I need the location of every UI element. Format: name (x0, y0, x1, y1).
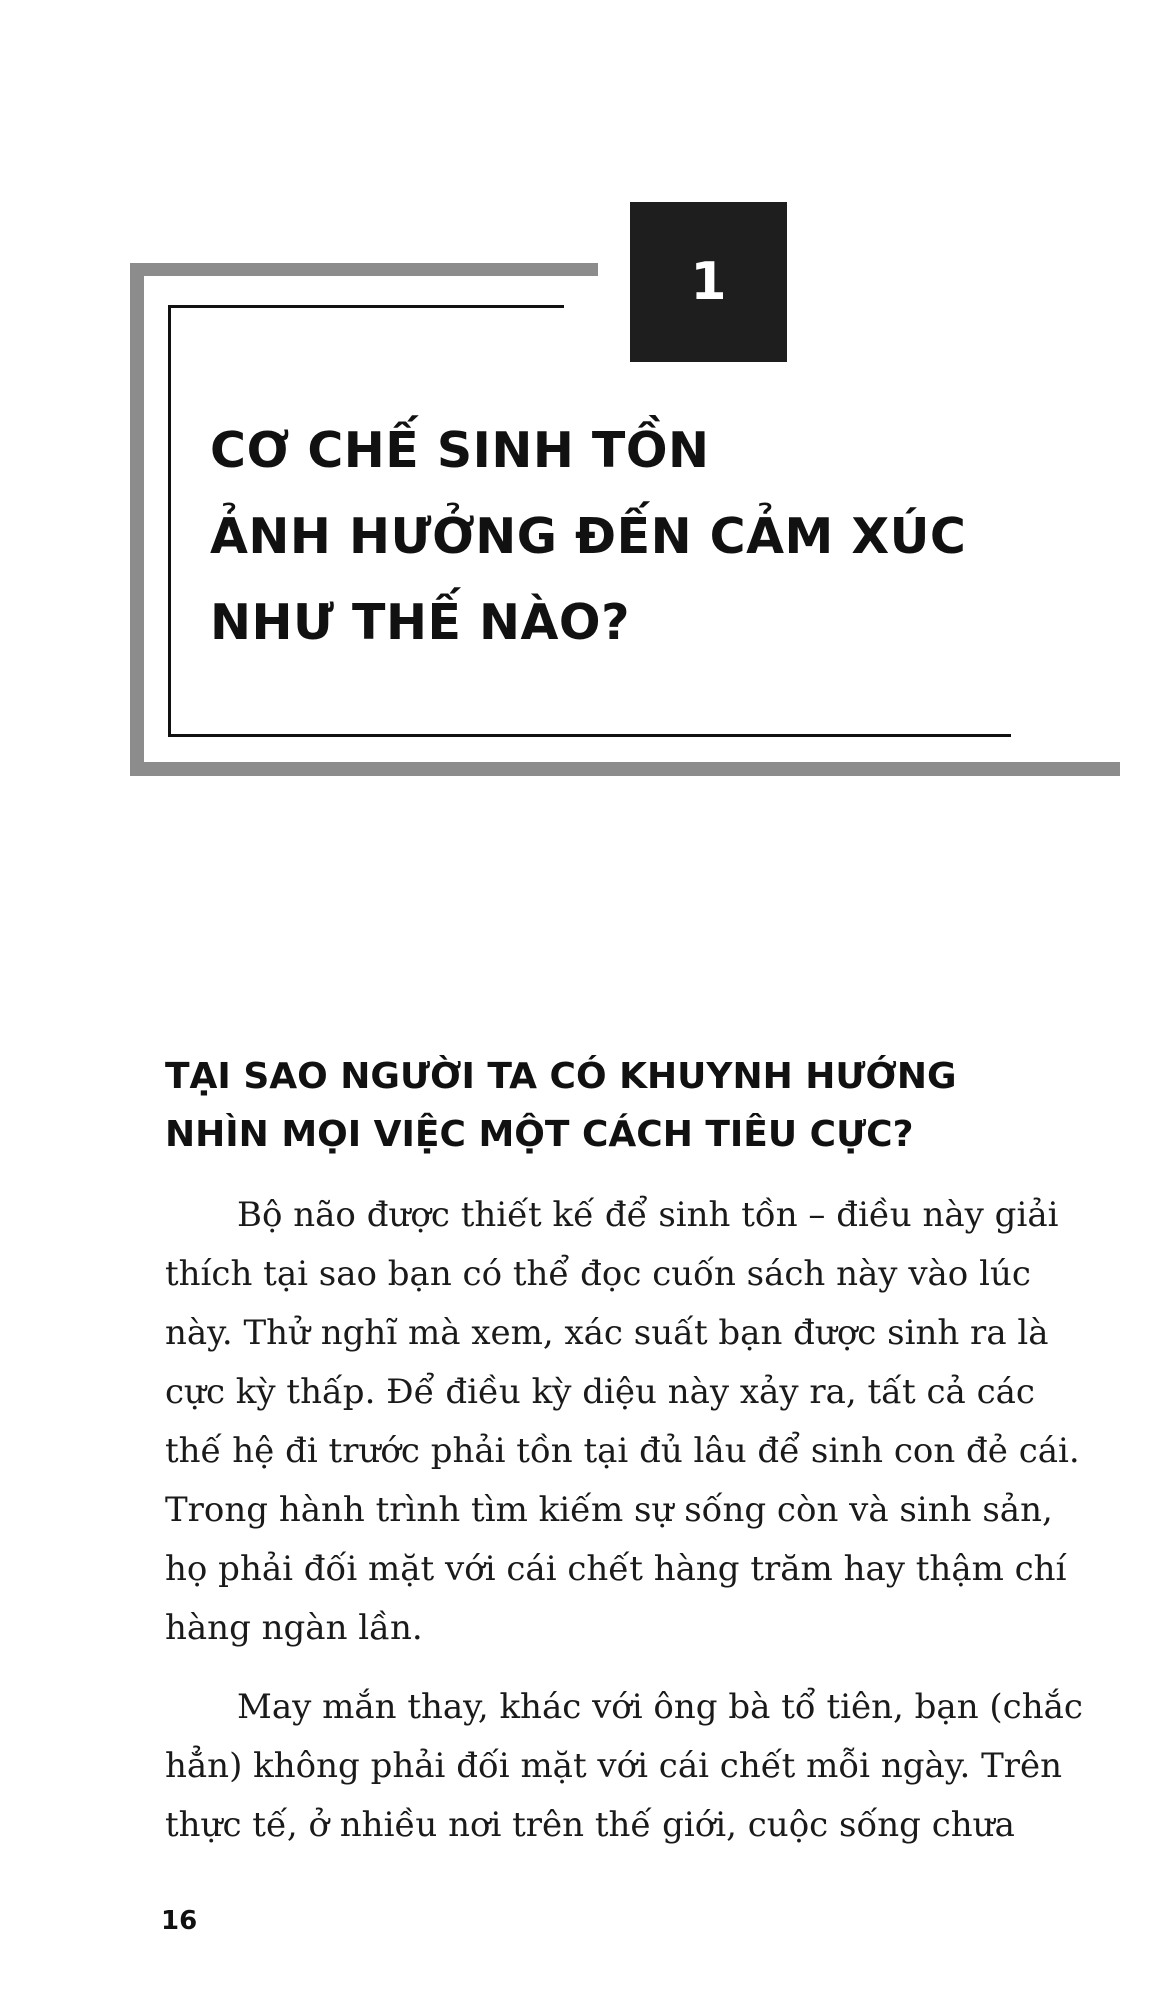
paragraph-line: họ phải đối mặt với cái chết hàng trăm hay thậm chí (165, 1549, 1067, 1589)
paragraph-line: hẳn) không phải đối mặt với cái chết mỗi ngày. Trên (165, 1746, 1063, 1786)
section-heading-line: NHÌN MỌI VIỆC MỘT CÁCH TIÊU CỰC? (165, 1114, 914, 1155)
paragraph-line: này. Thử nghĩ mà xem, xác suất bạn được sinh ra là (165, 1313, 1049, 1353)
chapter-title-line: ẢNH HƯỞNG ĐẾN CẢM XÚC (210, 508, 967, 565)
chapter-number-box (630, 202, 787, 362)
chapter-title-line: CƠ CHẾ SINH TỒN (210, 422, 710, 479)
page-number: 16 (161, 1906, 198, 1936)
section-heading-line: TẠI SAO NGƯỜI TA CÓ KHUYNH HƯỚNG (165, 1056, 957, 1097)
frame-border-black-top (168, 305, 564, 308)
chapter-title-line: NHƯ THẾ NÀO? (210, 594, 630, 651)
paragraph-2 (165, 1678, 1095, 1855)
paragraph-1 (165, 1186, 1095, 1658)
paragraph-line: May mắn thay, khác với ông bà tổ tiên, bạn (chắc (237, 1687, 1083, 1727)
paragraph-line: Bộ não được thiết kế để sinh tồn – điều này giải (237, 1195, 1059, 1235)
frame-border-gray-left (130, 263, 144, 775)
section-heading (165, 1048, 1065, 1164)
frame-border-black-bottom (168, 734, 1011, 737)
frame-border-gray-bottom (130, 762, 1120, 776)
paragraph-line: thực tế, ở nhiều nơi trên thế giới, cuộc sống chưa (165, 1805, 1015, 1845)
paragraph-line: Trong hành trình tìm kiếm sự sống còn và sinh sản, (165, 1490, 1053, 1530)
chapter-number: 1 (690, 252, 727, 312)
chapter-title (210, 408, 1010, 666)
paragraph-line: thế hệ đi trước phải tồn tại đủ lâu để sinh con đẻ cái. (165, 1431, 1080, 1471)
paragraph-line: thích tại sao bạn có thể đọc cuốn sách này vào lúc (165, 1254, 1031, 1294)
frame-border-gray-top (130, 263, 598, 276)
frame-border-black-left (168, 305, 171, 737)
paragraph-line: cực kỳ thấp. Để điều kỳ diệu này xảy ra, tất cả các (165, 1372, 1035, 1412)
paragraph-line: hàng ngàn lần. (165, 1608, 423, 1648)
